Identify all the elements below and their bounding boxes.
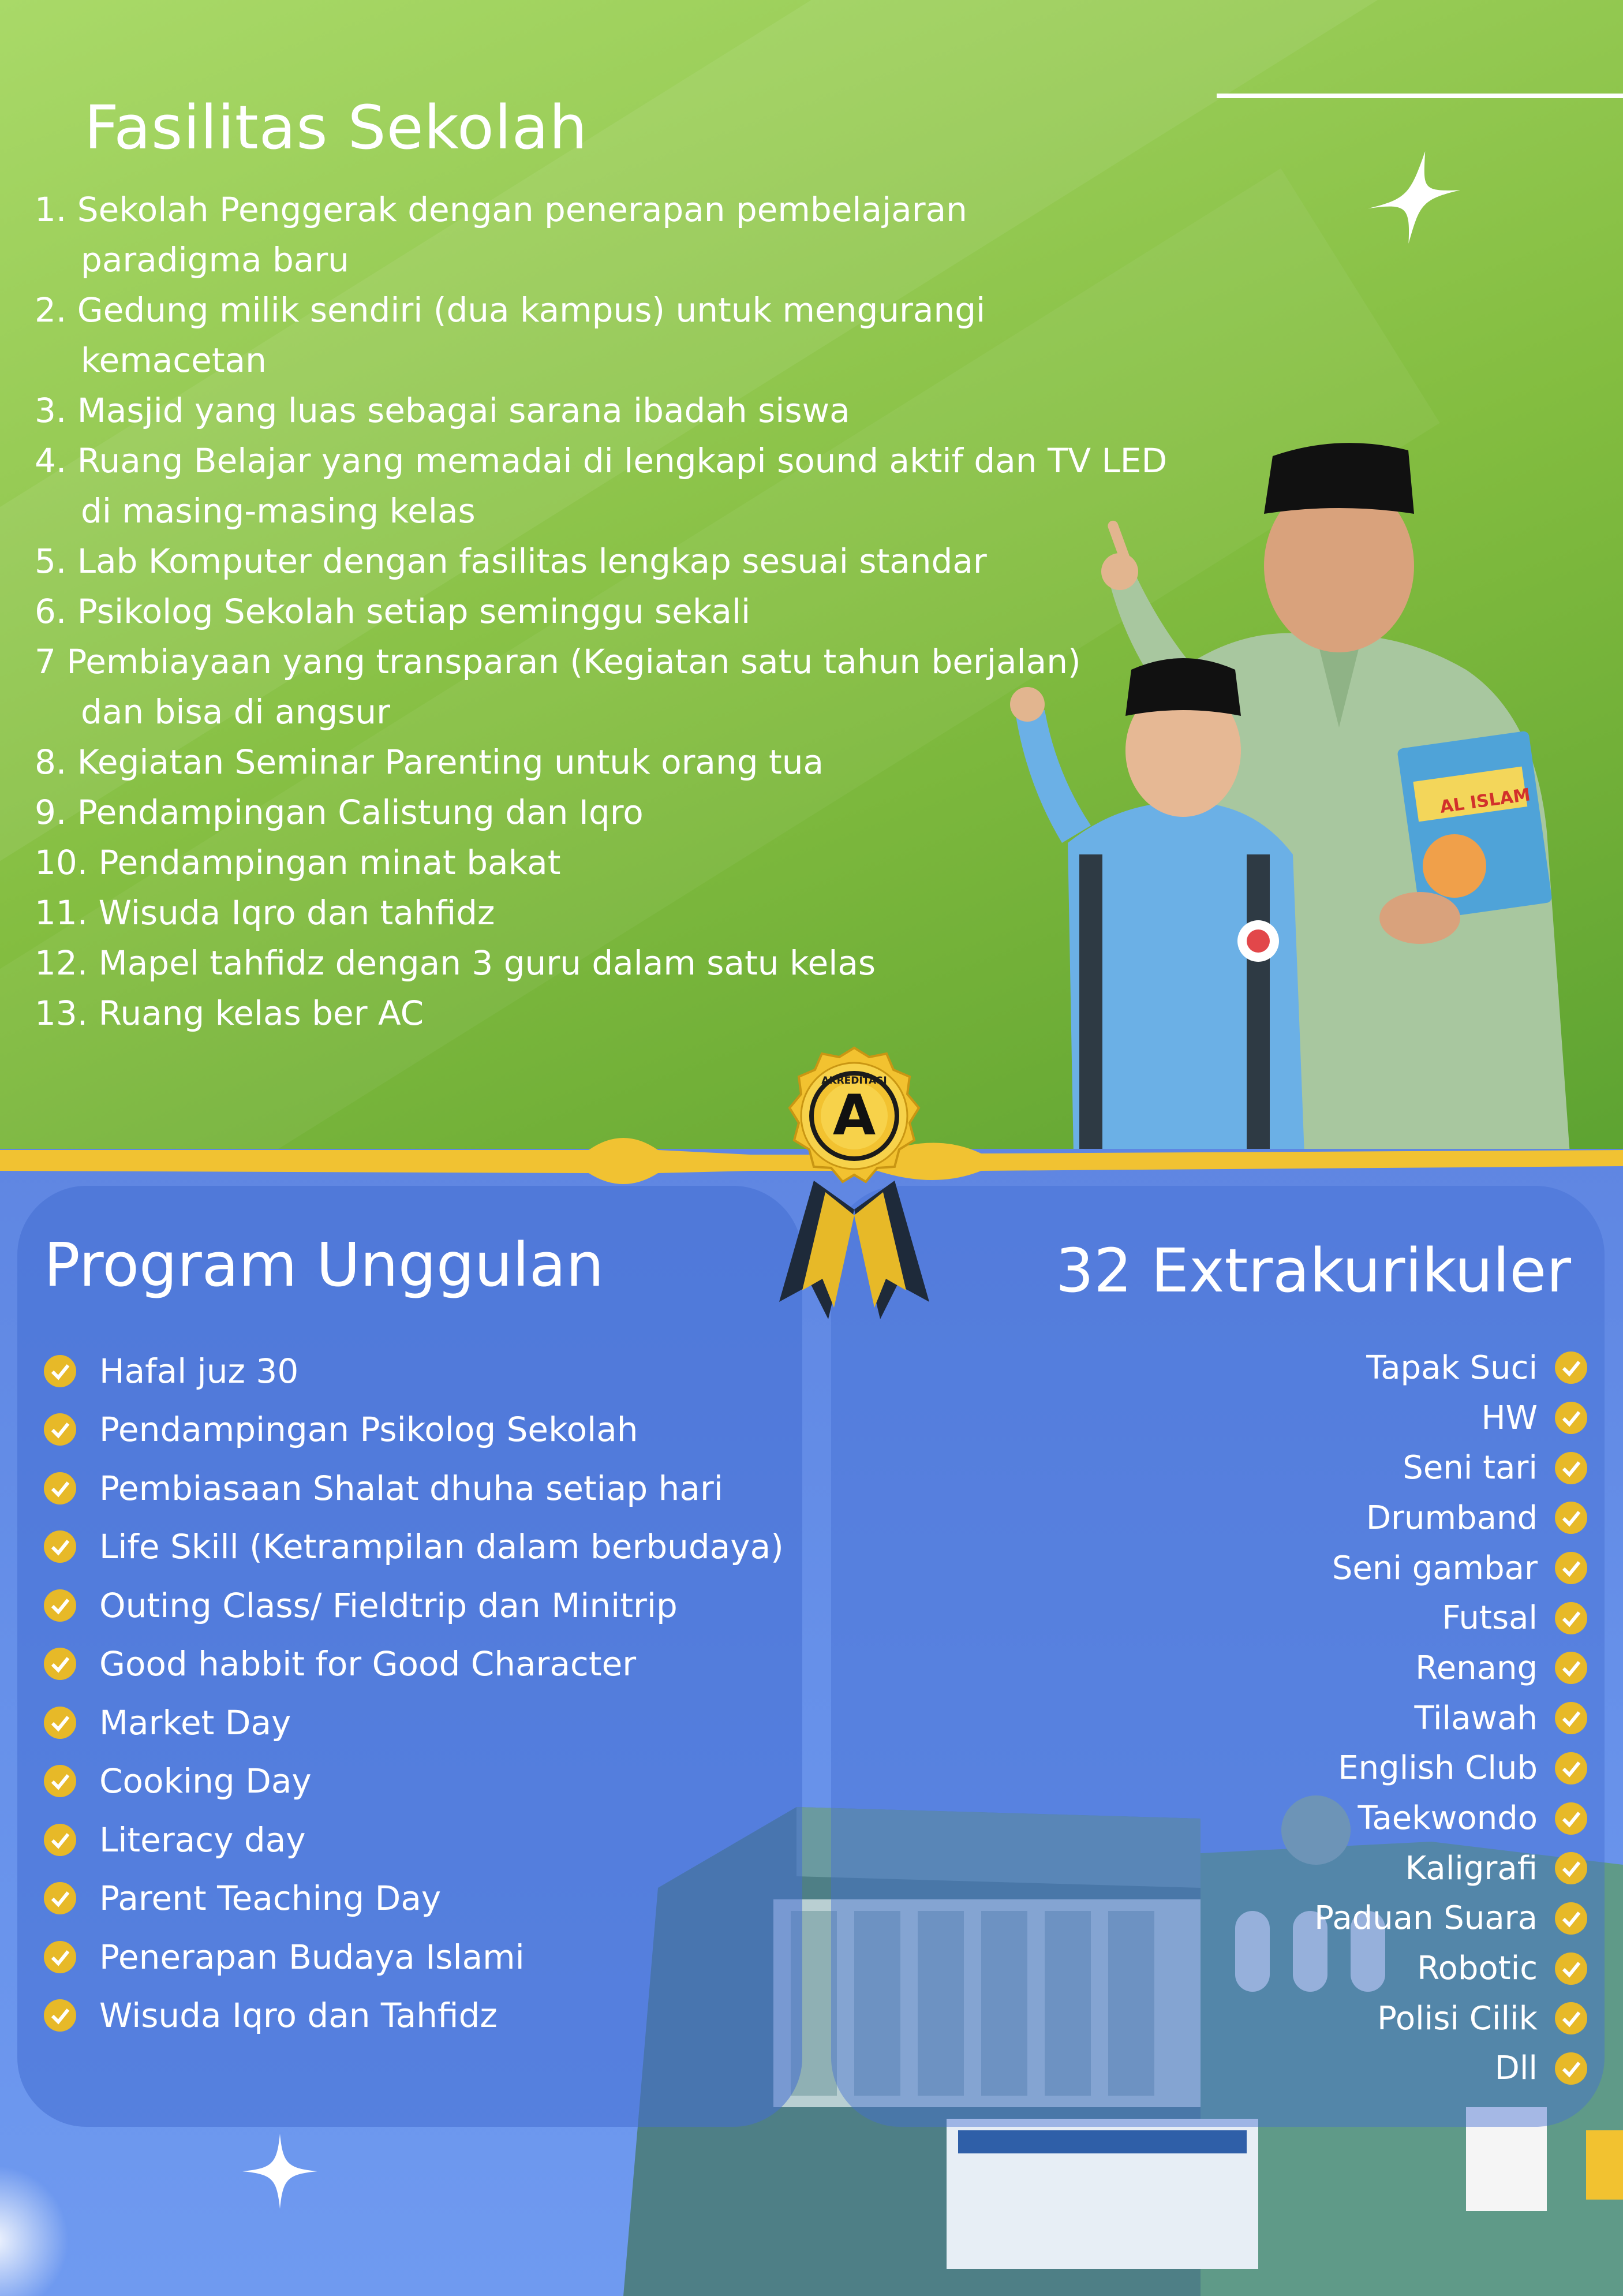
decorative-line — [1217, 94, 1623, 98]
list-item-label: Tilawah — [1414, 1699, 1538, 1737]
list-item — [35, 185, 1189, 285]
list-item-label: English Club — [1338, 1749, 1538, 1787]
list-item — [43, 1810, 784, 1869]
list-item-label: Dll — [1494, 2049, 1538, 2088]
list-item-line: 11. Wisuda Iqro dan tahfidz — [35, 893, 495, 932]
list-item — [1314, 1593, 1588, 1643]
list-item-line: 1. Sekolah Penggerak dengan penerapan pembelajaran — [35, 190, 967, 229]
check-badge-icon — [1554, 1951, 1588, 1986]
list-item — [43, 1869, 784, 1928]
check-badge-icon — [1554, 1801, 1588, 1836]
list-item — [43, 1928, 784, 1987]
accreditation-badge — [756, 1042, 952, 1331]
check-badge-icon — [1554, 1651, 1588, 1685]
check-badge-icon — [43, 1647, 77, 1681]
list-item — [43, 1459, 784, 1518]
list-item-label: Drumband — [1366, 1499, 1538, 1537]
program-title: Program Unggulan — [44, 1230, 604, 1300]
light-glow — [0, 2165, 69, 2296]
list-item — [1314, 1693, 1588, 1744]
list-item — [1314, 1343, 1588, 1393]
facilities-title: Fasilitas Sekolah — [84, 92, 588, 163]
list-item-line: 13. Ruang kelas ber AC — [35, 994, 424, 1033]
list-item-line: 10. Pendampingan minat bakat — [35, 843, 561, 882]
check-badge-icon — [43, 1764, 77, 1798]
list-item — [43, 1752, 784, 1811]
check-badge-icon — [1554, 1701, 1588, 1735]
list-item — [1314, 1543, 1588, 1593]
list-item-line: 3. Masjid yang luas sebagai sarana ibadah siswa — [35, 391, 850, 430]
list-item-label: Literacy day — [99, 1820, 306, 1860]
extracurricular-list — [1314, 1343, 1588, 2093]
list-item-label: Paduan Suara — [1314, 1899, 1538, 1937]
list-item — [1314, 2044, 1588, 2094]
check-badge-icon — [43, 1412, 77, 1447]
list-item-label: Seni tari — [1403, 1449, 1538, 1487]
list-item-label: Hafal juz 30 — [99, 1351, 299, 1391]
list-item — [43, 1987, 784, 2045]
list-item — [1314, 1393, 1588, 1443]
list-item-label: Kaligrafi — [1405, 1849, 1538, 1887]
list-item — [1314, 1943, 1588, 1993]
list-item-line: dan bisa di angsur — [81, 692, 390, 731]
list-item-label: Cooking Day — [99, 1761, 312, 1801]
list-item-label: Market Day — [99, 1703, 291, 1742]
check-badge-icon — [43, 1705, 77, 1740]
list-item-line: 12. Mapel tahfidz dengan 3 guru dalam satu kelas — [35, 943, 876, 983]
program-list — [43, 1342, 784, 2045]
check-badge-icon — [1554, 1551, 1588, 1585]
list-item-label: Robotic — [1417, 1950, 1538, 1988]
check-badge-icon — [1554, 1350, 1588, 1385]
list-item — [1314, 1843, 1588, 1894]
list-item-label: Parent Teaching Day — [99, 1879, 442, 1918]
check-badge-icon — [1554, 1751, 1588, 1786]
list-item — [1314, 1643, 1588, 1693]
list-item — [43, 1518, 784, 1577]
check-badge-icon — [43, 1998, 77, 2033]
list-item — [1314, 1993, 1588, 2044]
list-item-label: Penerapan Budaya Islami — [99, 1937, 525, 1977]
list-item-line: 8. Kegiatan Seminar Parenting untuk orang tua — [35, 742, 824, 782]
list-item — [43, 1693, 784, 1752]
list-item-label: Polisi Cilik — [1377, 1999, 1538, 2037]
check-badge-icon — [1554, 1500, 1588, 1535]
list-item-label: Pembiasaan Shalat dhuha setiap hari — [99, 1468, 723, 1508]
list-item — [43, 1576, 784, 1635]
list-item-label: Life Skill (Ketrampilan dalam berbudaya) — [99, 1527, 784, 1567]
list-item-line: di masing-masing kelas — [81, 491, 476, 531]
list-item-line: 5. Lab Komputer dengan fasilitas lengkap sesuai standar — [35, 542, 987, 581]
list-item-label: Renang — [1415, 1649, 1538, 1687]
list-item — [43, 1635, 784, 1694]
check-badge-icon — [1554, 1401, 1588, 1435]
check-badge-icon — [43, 1471, 77, 1506]
badge-label: AKREDITASI — [821, 1075, 887, 1087]
list-item-label: Seni gambar — [1332, 1549, 1538, 1587]
list-item — [1314, 1744, 1588, 1794]
list-item-line: 7 Pembiayaan yang transparan (Kegiatan satu tahun berjalan) — [35, 642, 1081, 681]
list-item-line: paradigma baru — [81, 240, 349, 279]
teacher-student-photo — [993, 427, 1623, 1155]
sparkle-star-icon — [242, 2134, 317, 2209]
decorative-bar — [1586, 2130, 1623, 2200]
check-badge-icon — [43, 1940, 77, 1974]
list-item — [43, 1342, 784, 1401]
list-item-label: Futsal — [1442, 1599, 1538, 1637]
sparkle-star-icon — [1368, 151, 1460, 244]
check-badge-icon — [1554, 2051, 1588, 2086]
list-item-label: Outing Class/ Fieldtrip dan Minitrip — [99, 1585, 678, 1625]
list-item — [1314, 1443, 1588, 1493]
list-item-line: kemacetan — [81, 341, 267, 380]
check-badge-icon — [43, 1823, 77, 1857]
check-badge-icon — [1554, 2001, 1588, 2036]
list-item — [35, 285, 1189, 386]
list-item-line: 6. Psikolog Sekolah setiap seminggu sekali — [35, 592, 751, 631]
list-item-label: Good habbit for Good Character — [99, 1644, 637, 1684]
check-badge-icon — [43, 1881, 77, 1916]
list-item — [1314, 1894, 1588, 1944]
check-badge-icon — [1554, 1851, 1588, 1886]
check-badge-icon — [43, 1354, 77, 1388]
extracurricular-title: 32 Extrakurikuler — [1055, 1235, 1571, 1306]
list-item-line: 9. Pendampingan Calistung dan Iqro — [35, 793, 644, 832]
check-badge-icon — [43, 1588, 77, 1623]
list-item — [43, 1401, 784, 1459]
badge-grade: A — [832, 1083, 876, 1148]
list-item-line: 2. Gedung milik sendiri (dua kampus) untuk mengurangi — [35, 290, 986, 330]
list-item-line: 4. Ruang Belajar yang memadai di lengkapi sound aktif dan TV LED — [35, 441, 1168, 480]
list-item-label: HW — [1481, 1399, 1538, 1437]
book-title: AL ISLAM — [1438, 785, 1532, 817]
list-item — [1314, 1493, 1588, 1543]
list-item-label: Taekwondo — [1358, 1800, 1538, 1838]
check-badge-icon — [1554, 1451, 1588, 1485]
list-item-label: Tapak Suci — [1366, 1349, 1538, 1387]
list-item — [1314, 1793, 1588, 1843]
list-item-label: Wisuda Iqro dan Tahfidz — [99, 1996, 498, 2036]
list-item-label: Pendampingan Psikolog Sekolah — [99, 1410, 638, 1450]
check-badge-icon — [43, 1529, 77, 1564]
check-badge-icon — [1554, 1601, 1588, 1636]
check-badge-icon — [1554, 1901, 1588, 1936]
